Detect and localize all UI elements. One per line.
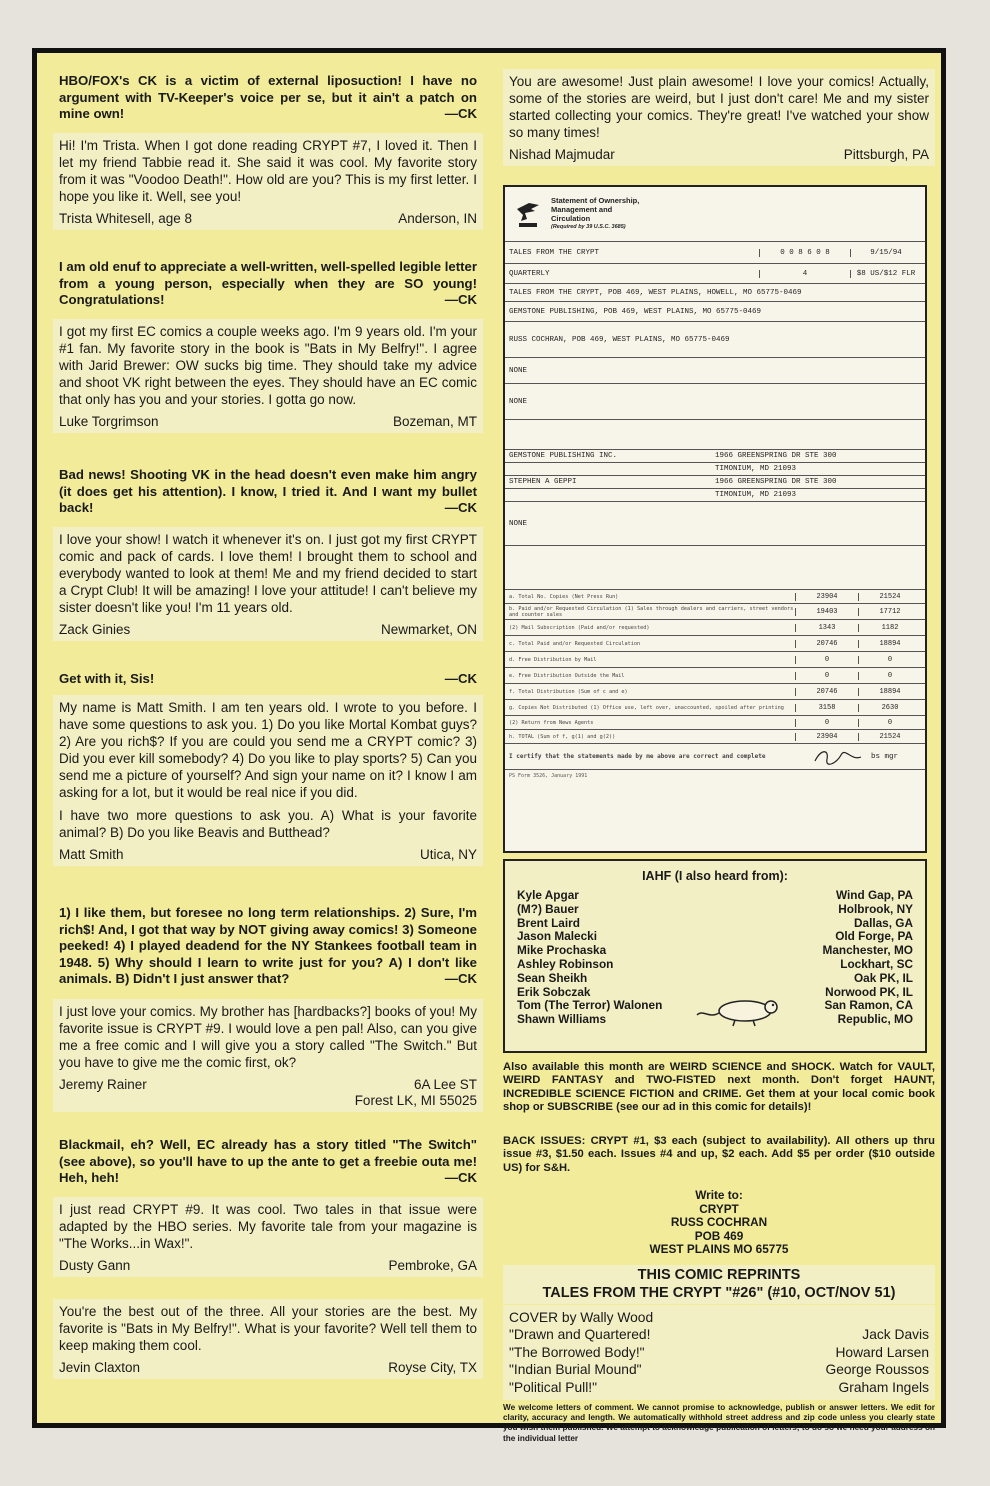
- iahf-name: Brent Laird: [517, 915, 580, 930]
- reprint-artist: George Roussos: [825, 1362, 929, 1378]
- list-item: [509, 1361, 929, 1378]
- list-item: [517, 903, 913, 917]
- subscription-price: $8 US/$12 FLR: [850, 270, 921, 278]
- also-available-notice: Also available this month are WEIRD SCIENCE and SHOCK. Watch for VAULT, WEIRD FANTASY and TWO-FISTED next month. Don't forget HAUNT, INCREDIBLE SCIENCE FICTION and CRIME. Get them at your local comic book shop or SUBSCRIBE (see our ad in this comic for details)!: [503, 1061, 935, 1114]
- reply-signature: —CK: [444, 971, 477, 986]
- filing-date: 9/15/94: [850, 249, 921, 257]
- circulation-avg: 23904: [795, 593, 858, 601]
- iahf-name: (M?) Bauer: [517, 901, 579, 916]
- owner-address: TIMONIUM, MD 21093: [715, 465, 797, 473]
- circulation-label: b. Paid and/or Requested Circulation (1) Sales through dealers and carriers, street vendors and counter sales: [509, 605, 794, 618]
- list-item: [517, 889, 913, 903]
- reply-text: 1) I like them, but foresee no long term relationships. 2) Sure, I'm rich$! And, I got that way by NOT giving away comics! 3) Someone peeked! 4) I played deadend for the NY Stankees football team in 1948. 5) Why should I learn to write just for you? A) I don't like animals. B) Didn't I just answer that?: [59, 905, 477, 986]
- circulation-avg: 20746: [795, 688, 858, 696]
- letter-name: Matt Smith: [59, 847, 124, 862]
- reply-signature: —CK: [444, 671, 477, 686]
- circulation-avg: 1343: [795, 624, 858, 632]
- letter-text: You're the best out of the three. All your stories are the best. My favorite is "Bats in My Belfry!". What is your favorite? Well tell them to keep making them cool.: [59, 1304, 477, 1353]
- circulation-avg: 0: [795, 672, 858, 680]
- reprint-artist: Graham Ingels: [838, 1379, 929, 1395]
- write-to-line: CRYPT: [699, 1201, 739, 1216]
- iahf-place: Lockhart, SC: [840, 956, 913, 971]
- circulation-single: 0: [858, 656, 921, 664]
- letter-matt: [53, 695, 483, 866]
- circulation-avg: 0: [795, 656, 858, 664]
- letter-text-2: I have two more questions to ask you. A) What is your favorite animal? B) Do you like Beavis and Butthead?: [59, 808, 477, 840]
- office-address: TALES FROM THE CRYPT, POB 469, WEST PLAINS, HOWELL, MO 65775-0469: [509, 288, 802, 297]
- editor: NONE: [509, 366, 528, 375]
- form-title-line: (Required by 39 U.S.C. 3685): [551, 224, 626, 230]
- rat-illustration-icon: [695, 989, 785, 1029]
- letter-zack: [53, 527, 483, 641]
- letter-name: Zack Ginies: [59, 622, 131, 637]
- letter-jeremy: [53, 999, 483, 1112]
- reply-signature: —CK: [444, 106, 477, 121]
- form-title-line: Management and: [551, 205, 613, 214]
- reply-text: Bad news! Shooting VK in the head doesn't even make him angry (it does get his attention). I know, I tried it. And I want my bullet back!: [59, 467, 477, 515]
- list-item: [509, 1309, 929, 1326]
- list-item: [509, 1326, 929, 1343]
- owner-address: TIMONIUM, MD 21093: [715, 491, 797, 499]
- circulation-single: 2630: [858, 704, 921, 712]
- iahf-place: Norwood PK, IL: [825, 984, 913, 999]
- reply-signature: —CK: [444, 292, 477, 307]
- publication-title: TALES FROM THE CRYPT: [509, 248, 600, 257]
- circulation-single: 21524: [858, 593, 921, 601]
- reply-ck-4: [53, 667, 483, 692]
- signature-mark: [811, 747, 871, 767]
- iahf-place: Old Forge, PA: [835, 929, 913, 944]
- iahf-name: Kyle Apgar: [517, 888, 579, 902]
- letters-page: [32, 48, 946, 1443]
- fine-print: We welcome letters of comment. We cannot promise to acknowledge, publish or answer letters. We edit for clarity, accuracy and length. We automatically withhold street address and zip code unless you clearly state you wish them published. We attempt to acknowledge publication of letters; to do so we need your address on the individual letter: [503, 1403, 935, 1443]
- reprint-story: "Political Pull!": [509, 1379, 598, 1395]
- iahf-name: Shawn Williams: [517, 1012, 607, 1027]
- reply-signature: —CK: [444, 1170, 477, 1185]
- letter-text: I just read CRYPT #9. It was cool. Two tales in that issue were adapted by the HBO series. My favorite tale from your magazine is "The Works...in Wax!".: [59, 1202, 477, 1251]
- list-item: [509, 1344, 929, 1361]
- circulation-label: h. TOTAL (Sum of f, g(1) and g(2)): [509, 733, 616, 740]
- letter-text: I just love your comics. My brother has [hardbacks?] books of you! My favorite issue is CRYPT #9. I would love a pen pal! Also, can you give me a free comic and I will give you a story called "The Switch." But you have to give me the comic first, ok?: [59, 1004, 477, 1070]
- iahf-name: Sean Sheikh: [517, 970, 588, 985]
- circulation-single: 0: [858, 719, 921, 727]
- bondholders: NONE: [509, 519, 528, 528]
- iahf-name: Erik Sobczak: [517, 984, 591, 999]
- postal-eagle-icon: [515, 199, 541, 229]
- reprint-story: "Drawn and Quartered!: [509, 1327, 651, 1343]
- letter-place: Bozeman, MT: [392, 414, 477, 429]
- reprint-story: "The Borrowed Body!": [509, 1344, 645, 1360]
- iahf-place: Republic, MO: [837, 1012, 913, 1027]
- reply-text: Get with it, Sis!: [59, 671, 155, 686]
- circulation-label: f. Total Distribution (Sum of c and e): [509, 688, 628, 695]
- iahf-name: Jason Malecki: [517, 929, 597, 944]
- circulation-label: (2) Mail Subscription (Paid and/or requested): [509, 624, 650, 631]
- circulation-single: 0: [858, 672, 921, 680]
- publisher: RUSS COCHRAN, POB 469, WEST PLAINS, MO 65775-0469: [509, 335, 730, 344]
- reprint-story: COVER by Wally Wood: [509, 1310, 654, 1325]
- letter-place: Newmarket, ON: [380, 622, 477, 637]
- form-title-line: Circulation: [551, 214, 591, 223]
- circulation-single: 17712: [858, 608, 921, 616]
- circulation-avg: 23904: [795, 733, 858, 741]
- letter-name: Trista Whitesell, age 8: [59, 211, 193, 226]
- publication-number: 0 0 8 6 0 8: [759, 249, 850, 257]
- issues-per-year: 4: [759, 270, 850, 278]
- circulation-label: (2) Return from News Agents: [509, 719, 594, 726]
- reply-signature: —CK: [444, 500, 477, 515]
- letter-text: I love your show! I watch it whenever it's on. I just got my first CRYPT comic and pack of cards. I love them! I brought them to school and everybody wanted to look at them! Me and my friend decided to start a Crypt Club! It will be amazing! I love your attitude! I can't believe my sister doesn't like you! I'm 11 years old.: [59, 532, 477, 615]
- letter-luke: [53, 319, 483, 433]
- owner-name: GEMSTONE PUBLISHING INC.: [509, 452, 618, 460]
- letter-place-2: Forest LK, MI 55025: [354, 1093, 477, 1108]
- letter-dusty: [53, 1197, 483, 1277]
- iahf-name: Tom (The Terror) Walonen: [517, 998, 663, 1013]
- list-item: [517, 930, 913, 944]
- letter-place: Royse City, TX: [388, 1360, 477, 1375]
- also-heard-from-box: [503, 859, 927, 1053]
- certification-text: I certify that the statements made by me above are correct and complete: [509, 753, 766, 760]
- managing-editor: NONE: [509, 397, 528, 406]
- letter-name: Jeremy Rainer: [59, 1077, 147, 1092]
- write-to-line: Write to:: [695, 1188, 743, 1202]
- letter-text: Hi! I'm Trista. When I got done reading CRYPT #7, I loved it. Then I let my friend Tabbie read it. She said it was cool. My favorite story from it was "Voodoo Death!". How old are you? This is my first letter. I hope you like it. Well, see you!: [59, 138, 477, 204]
- write-to-address: [503, 1189, 935, 1257]
- statement-of-ownership-form: [503, 185, 927, 853]
- iahf-name: Ashley Robinson: [517, 956, 614, 971]
- headquarters-address: GEMSTONE PUBLISHING, POB 469, WEST PLAINS, MO 65775-0469: [509, 307, 762, 316]
- letter-nishad: [503, 69, 935, 166]
- reprint-title-line-1: THIS COMIC REPRINTS: [637, 1267, 801, 1283]
- list-item: [509, 1379, 929, 1396]
- owner-address: 1966 GREENSPRING DR STE 300: [715, 452, 837, 460]
- reply-text: Blackmail, eh? Well, EC already has a story titled "The Switch" (see above), so you'll have to up the ante to get a freebie outa me! Heh, heh!: [59, 1137, 477, 1185]
- form-title-line: Statement of Ownership,: [551, 196, 640, 205]
- write-to-line: WEST PLAINS MO 65775: [649, 1242, 789, 1256]
- circulation-label: c. Total Paid and/or Requested Circulation: [509, 640, 641, 647]
- iahf-place: Wind Gap, PA: [835, 888, 913, 902]
- form-id: PS Form 3526, January 1991: [509, 773, 588, 779]
- reply-ck-2: [53, 255, 483, 313]
- letter-place: Utica, NY: [419, 847, 477, 862]
- circulation-label: g. Copies Not Distributed (1) Office use, left over, unaccounted, spoiled after printing: [509, 704, 784, 711]
- letter-place: Pittsburgh, PA: [843, 147, 929, 162]
- letter-text: My name is Matt Smith. I am ten years old. I wrote to you before. I have some questions to ask you. 1) Do you like Mortal Kombat guys? 2) Are you rich$? If you are could you send me a CRYPT comic? 3) Did you ever kill somebody? 4) Do you like to play sports? 5) Can you send me a picture of yourself? And sign your name on it? I know I am asking for a lot, but it would be real nice if you did.: [59, 700, 477, 800]
- list-item: [517, 972, 913, 986]
- iahf-title: IAHF (I also heard from):: [642, 869, 788, 883]
- circulation-single: 1182: [858, 624, 921, 632]
- reply-text: HBO/FOX's CK is a victim of external liposuction! I have no argument with TV-Keeper's voice per se, but it ain't a patch on mine own!: [59, 73, 477, 121]
- back-issues-notice: BACK ISSUES: CRYPT #1, $3 each (subject to availability). All others up thru issue #3, $1.50 each. Issues #4 and up, $2 each. Add $5 per order ($10 outside US) for S&H.: [503, 1135, 935, 1174]
- circulation-single: 18894: [858, 640, 921, 648]
- write-to-line: POB 469: [694, 1228, 744, 1243]
- iahf-place: Oak PK, IL: [853, 970, 913, 985]
- owner-name: STEPHEN A GEPPI: [509, 478, 577, 486]
- list-item: [517, 944, 913, 958]
- issue-frequency: QUARTERLY: [509, 269, 550, 278]
- letter-text: I got my first EC comics a couple weeks ago. I'm 9 years old. I'm your #1 fan. My favorite story in the book is "Bats in My Belfry!". I agree with Jarid Brewer: OW sucks big time. They should take my advice and shoot VK right between the eyes. They should have an EC comic that only has you and your stories. I gotta go now.: [59, 324, 477, 407]
- letter-name: Jevin Claxton: [59, 1360, 141, 1375]
- circulation-avg: 3158: [795, 704, 858, 712]
- circulation-avg: 0: [795, 719, 858, 727]
- reply-ck-5: [53, 901, 483, 992]
- owner-address: 1966 GREENSPRING DR STE 300: [715, 478, 837, 486]
- reply-ck-6: [53, 1133, 483, 1191]
- iahf-place: San Ramon, CA: [824, 998, 913, 1013]
- letter-name: Nishad Majmudar: [509, 147, 615, 162]
- circulation-avg: 20746: [795, 640, 858, 648]
- signer-title: bs mgr: [871, 752, 899, 761]
- iahf-name: Mike Prochaska: [517, 943, 607, 958]
- letter-jevin: [53, 1299, 483, 1379]
- iahf-place: Holbrook, NY: [838, 901, 913, 916]
- reprint-title: [503, 1265, 935, 1304]
- letter-name: Luke Torgrimson: [59, 414, 159, 429]
- reply-ck-1: [53, 69, 483, 127]
- reprint-artist: Howard Larsen: [835, 1344, 929, 1360]
- letter-place: Pembroke, GA: [388, 1258, 477, 1273]
- iahf-place: Dallas, GA: [853, 915, 913, 930]
- circulation-label: a. Total No. Copies (Net Press Run): [509, 593, 619, 600]
- circulation-single: 21524: [858, 733, 921, 741]
- letter-text: You are awesome! Just plain awesome! I love your comics! Actually, some of the stories are weird, but I just don't care! Me and my sister started collecting your comics. They're great! I've watched your show so many times!: [509, 74, 929, 140]
- letter-place: 6A Lee ST: [413, 1077, 477, 1092]
- right-column: [495, 53, 941, 1443]
- iahf-place: Manchester, MO: [822, 943, 913, 958]
- list-item: [517, 917, 913, 931]
- circulation-avg: 19403: [795, 608, 858, 616]
- form-title: [551, 196, 639, 232]
- circulation-single: 18894: [858, 688, 921, 696]
- circulation-label: d. Free Distribution by Mail: [509, 656, 597, 663]
- reprint-title-line-2: TALES FROM THE CRYPT "#26" (#10, OCT/NOV 51): [542, 1284, 896, 1301]
- reprint-list: [503, 1305, 935, 1400]
- reprint-story: "Indian Burial Mound": [509, 1362, 642, 1378]
- reprint-artist: Jack Davis: [862, 1327, 929, 1343]
- list-item: [517, 958, 913, 972]
- circulation-label: e. Free Distribution Outside the Mail: [509, 672, 625, 679]
- letter-trista: [53, 133, 483, 230]
- letter-place: Anderson, IN: [398, 211, 477, 226]
- reply-text: I am old enuf to appreciate a well-written, well-spelled legible letter from a young person, especially when they are SO young! Congratulations!: [59, 259, 477, 307]
- write-to-line: RUSS COCHRAN: [670, 1215, 768, 1229]
- reply-ck-3: [53, 463, 483, 521]
- letter-name: Dusty Gann: [59, 1258, 131, 1273]
